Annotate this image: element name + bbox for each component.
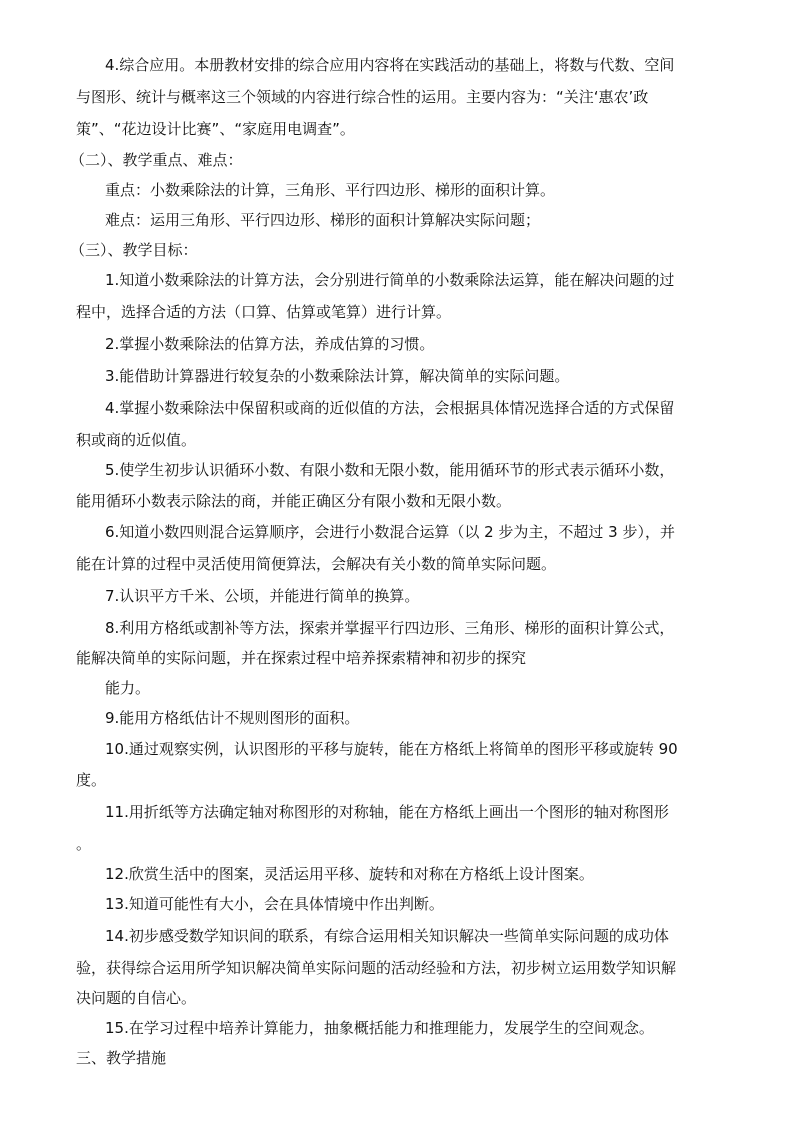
paragraph-line: 4.掌握小数乘除法中保留积或商的近似值的方法，会根据具体情况选择合适的方式保留 <box>105 399 675 417</box>
paragraph-line: 14.初步感受数学知识间的联系，有综合运用相关知识解决一些简单实际问题的成功体 <box>105 927 669 945</box>
paragraph-line: 能解决简单的实际问题，并在探索过程中培养探索精神和初步的探究 <box>76 649 527 667</box>
section-heading: （三）、教学目标： <box>70 241 198 259</box>
paragraph-line: 。 <box>76 835 92 853</box>
paragraph-line: 能在计算的过程中灵活使用简便算法，会解决有关小数的简单实际问题。 <box>76 555 557 573</box>
paragraph-line: 决问题的自信心。 <box>76 989 197 1007</box>
paragraph-line: 策”、“花边设计比赛”、“家庭用电调查”。 <box>76 120 355 138</box>
paragraph-line: 能用循环小数表示除法的商，并能正确区分有限小数和无限小数。 <box>76 492 512 510</box>
paragraph-line: 3.能借助计算器进行较复杂的小数乘除法计算，解决简单的实际问题。 <box>105 367 570 385</box>
paragraph-line: 8.利用方格纸或割补等方法，探索并掌握平行四边形、三角形、梯形的面积计算公式， <box>105 619 675 637</box>
paragraph-line: 11.用折纸等方法确定轴对称图形的对称轴，能在方格纸上画出一个图形的轴对称图形 <box>105 803 669 821</box>
paragraph-line: 10.通过观察实例，认识图形的平移与旋转，能在方格纸上将简单的图形平移或旋转 90 <box>105 740 678 758</box>
paragraph-line: 1.知道小数乘除法的计算方法，会分别进行简单的小数乘除法运算，能在解决问题的过 <box>105 271 675 289</box>
paragraph-line: 2.掌握小数乘除法的估算方法，养成估算的习惯。 <box>105 335 435 353</box>
paragraph-line: 12.欣赏生活中的图案，灵活运用平移、旋转和对称在方格纸上设计图案。 <box>105 865 594 883</box>
paragraph-line: 4.综合应用。本册教材安排的综合应用内容将在实践活动的基础上，将数与代数、空间 <box>105 56 675 74</box>
paragraph-line: 验，获得综合运用所学知识解决简单实际问题的活动经验和方法，初步树立运用数学知识解 <box>76 959 677 977</box>
paragraph-line: 度。 <box>76 771 107 789</box>
paragraph-line: 7.认识平方千米、公顷，并能进行简单的换算。 <box>105 587 420 605</box>
paragraph-line: 与图形、统计与概率这三个领域的内容进行综合性的运用。主要内容为：“关注‘惠农’政 <box>76 88 649 106</box>
paragraph-line: 积或商的近似值。 <box>76 431 197 449</box>
paragraph-line: 难点：运用三角形、平行四边形、梯形的面积计算解决实际问题； <box>105 211 541 229</box>
section-heading: 三、教学措施 <box>76 1049 167 1067</box>
paragraph-line: 13.知道可能性有大小，会在具体情境中作出判断。 <box>105 895 444 913</box>
paragraph-line: 能力。 <box>105 679 151 697</box>
paragraph-line: 15.在学习过程中培养计算能力，抽象概括能力和推理能力，发展学生的空间观念。 <box>105 1019 654 1037</box>
paragraph-line: 5.使学生初步认识循环小数、有限小数和无限小数，能用循环节的形式表示循环小数， <box>105 461 675 479</box>
section-heading: （二）、教学重点、难点： <box>70 151 243 169</box>
paragraph-line: 重点：小数乘除法的计算，三角形、平行四边形、梯形的面积计算。 <box>105 181 556 199</box>
paragraph-line: 程中，选择合适的方法（口算、估算或笔算）进行计算。 <box>76 303 452 321</box>
paragraph-line: 6.知道小数四则混合运算顺序，会进行小数混合运算（以 2 步为主，不超过 3 步），并 <box>105 523 675 541</box>
paragraph-line: 9.能用方格纸估计不规则图形的面积。 <box>105 709 360 727</box>
